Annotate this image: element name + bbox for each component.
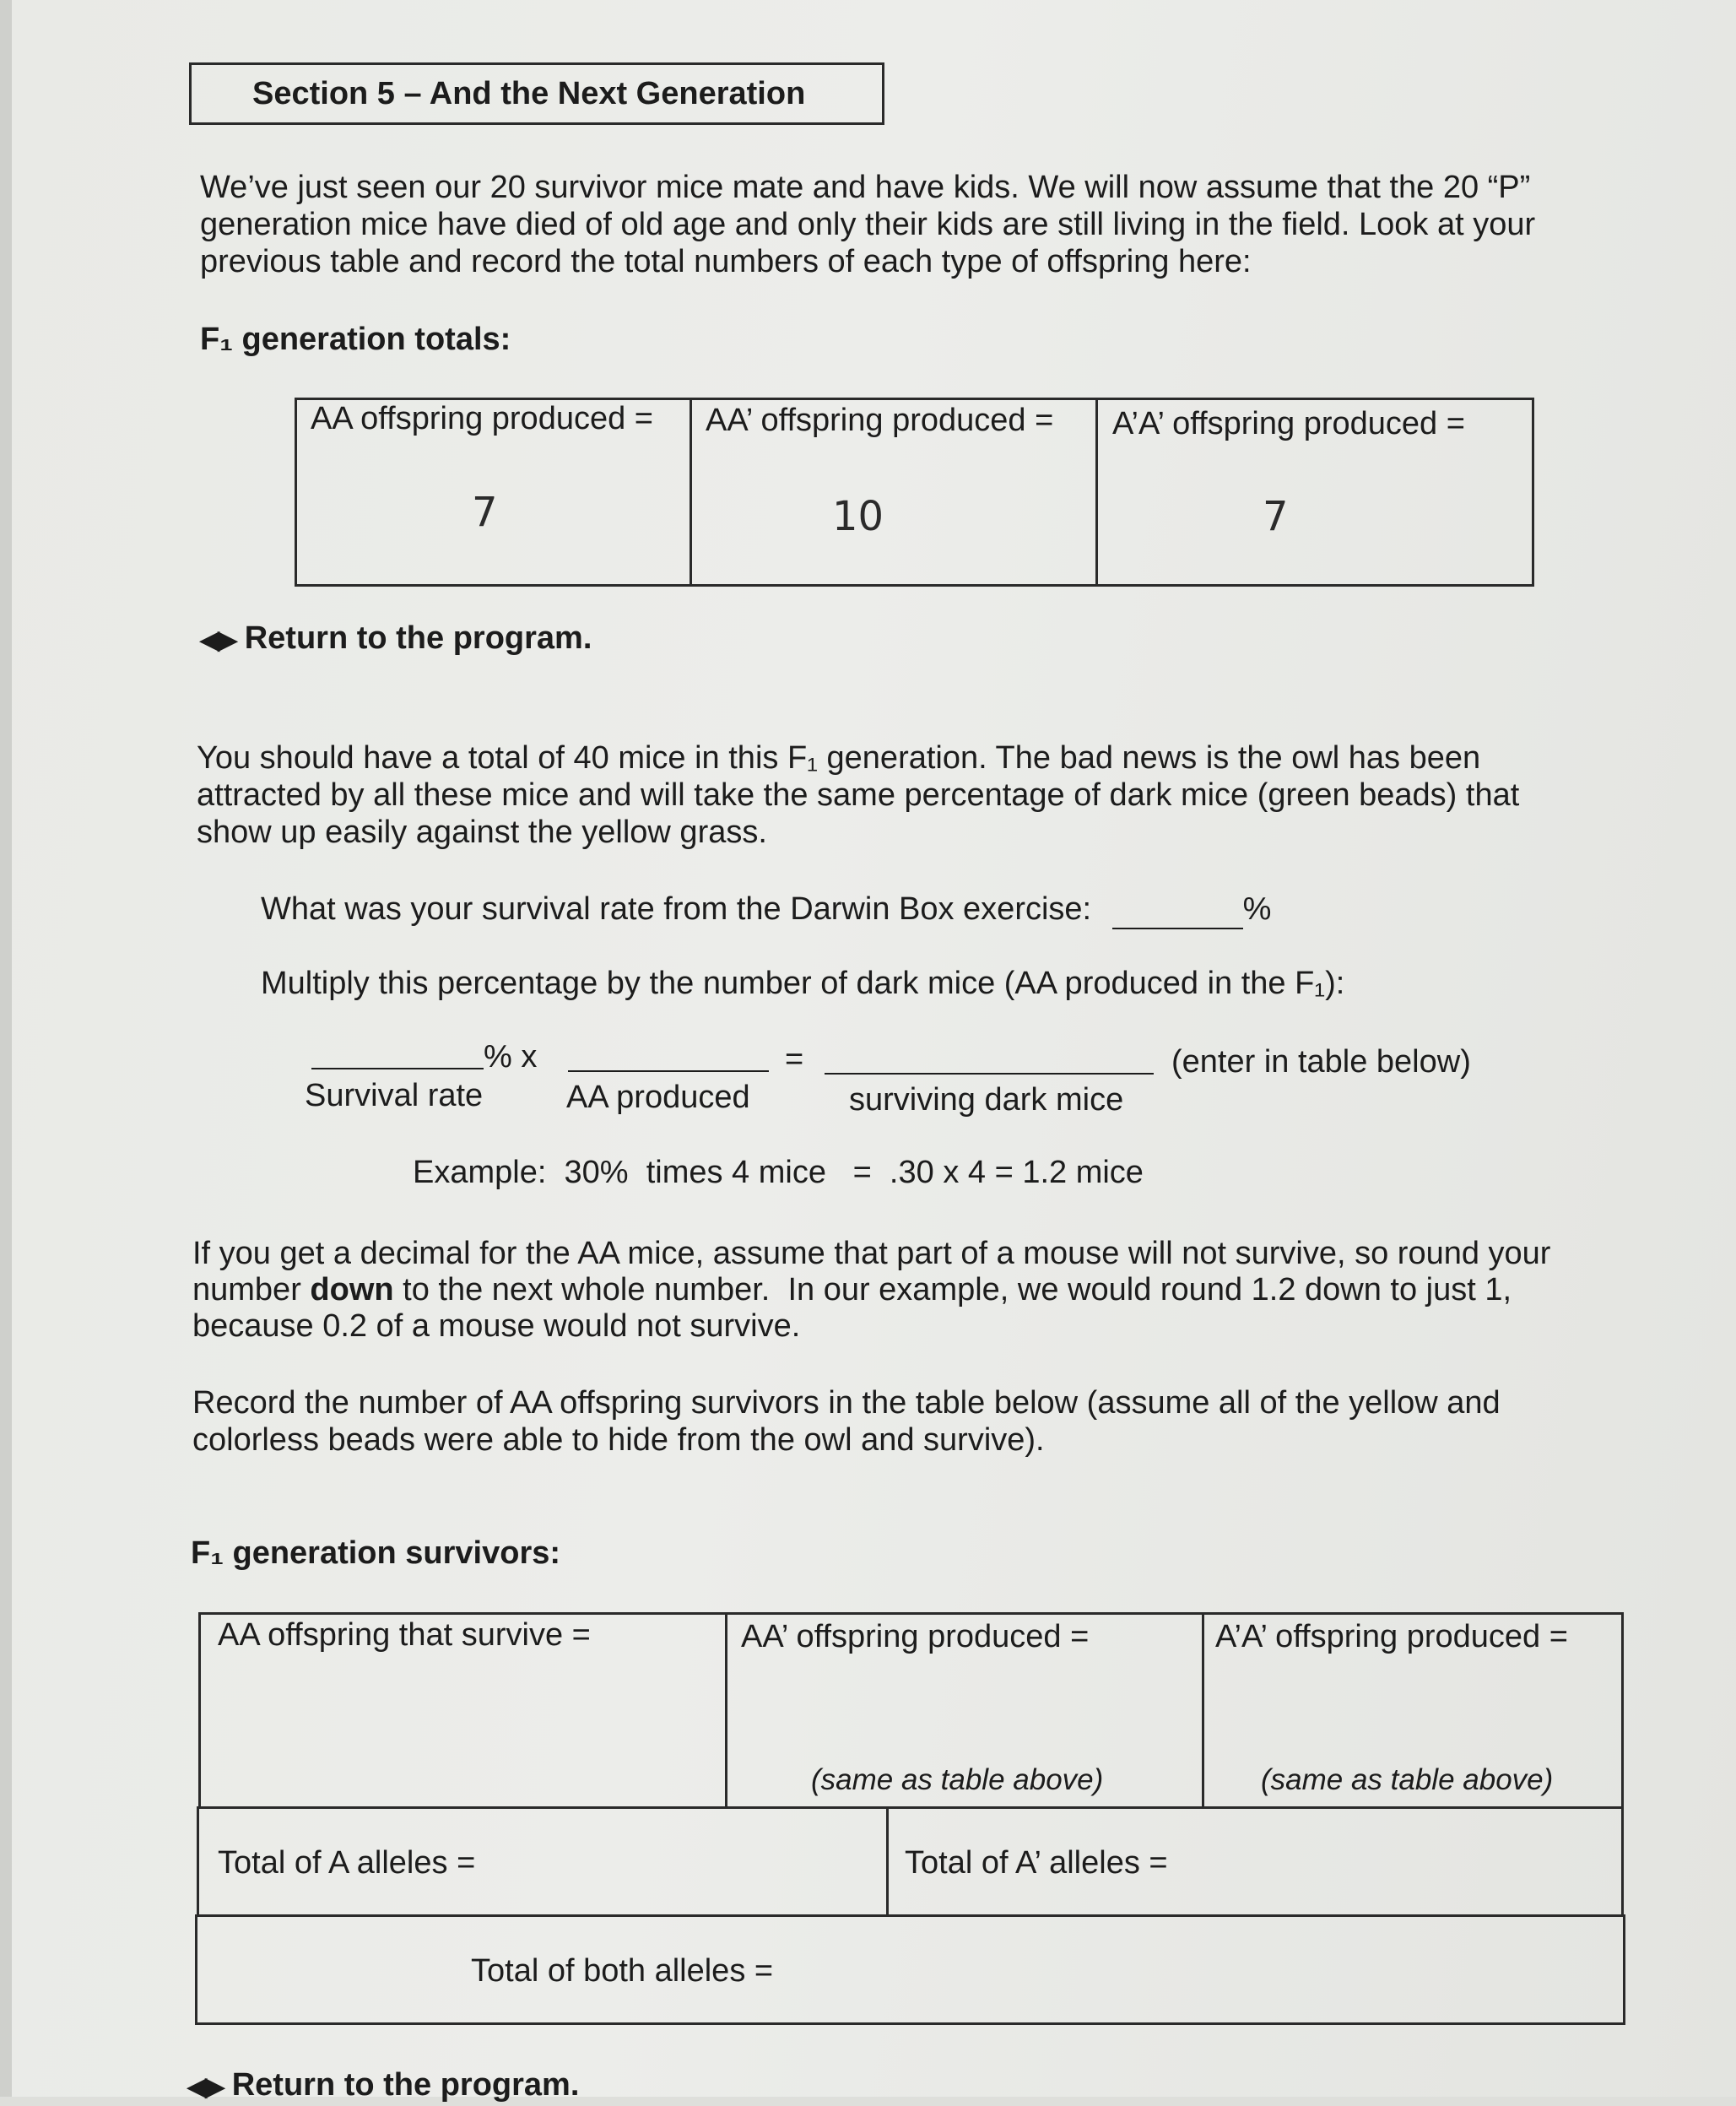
- decimal-line-2-bold: down: [310, 1272, 394, 1307]
- label-surviving-dark-mice: surviving dark mice: [849, 1082, 1124, 1118]
- table-divider: [1095, 400, 1098, 584]
- a-prime-a-prime-produced-header: A’A’ offspring produced =: [1112, 406, 1465, 441]
- return-label: Return to the program.: [231, 2067, 580, 2103]
- decimal-line-3: because 0.2 of a mouse would not survive.: [192, 1308, 801, 1344]
- intro-line-2: generation mice have died of old age and only their kids are still living in the field. Look at your: [200, 207, 1536, 242]
- aa-produced-header: AA offspring produced =: [311, 401, 653, 436]
- f1-totals-heading: F₁ generation totals:: [200, 322, 511, 357]
- a-prime-a-prime-produced-value[interactable]: 7: [1263, 493, 1289, 540]
- same-as-above-note-1: (same as table above): [811, 1763, 1104, 1796]
- intro-line-1: We’ve just seen our 20 survivor mice mate and have kids. We will now assume that the 20 “P”: [200, 170, 1531, 205]
- intro-line-3: previous table and record the total numbers of each type of offspring here:: [200, 244, 1252, 279]
- table-divider: [725, 1615, 727, 1806]
- aa-survive-header: AA offspring that survive =: [218, 1617, 591, 1653]
- return-to-program-2[interactable]: [187, 2066, 579, 2106]
- survival-question-text: What was your survival rate from the Darwin Box exercise:: [261, 891, 1092, 927]
- record-line-1: Record the number of AA offspring survivors in the table below (assume all of the yellow and: [192, 1385, 1501, 1421]
- record-line-2: colorless beads were able to hide from the owl and survive).: [192, 1422, 1045, 1458]
- enter-note: (enter in table below): [1171, 1044, 1471, 1080]
- owl-line-1: You should have a total of 40 mice in this F₁ generation. The bad news is the owl has been: [197, 740, 1481, 776]
- section-title: Section 5 – And the Next Generation: [189, 62, 884, 125]
- return-to-program-1[interactable]: [200, 620, 592, 659]
- survival-rate-blank[interactable]: [1112, 891, 1243, 929]
- a-prime-a-prime-survivors-header: A’A’ offspring produced =: [1215, 1619, 1568, 1654]
- table-divider: [690, 400, 692, 584]
- decimal-line-2-post: to the next whole number. In our example, we would round 1.2 down to just 1,: [393, 1272, 1512, 1307]
- survivors-table: [198, 1612, 1624, 1809]
- aa-prime-produced-value[interactable]: 10: [832, 493, 884, 540]
- aa-prime-produced-header: AA’ offspring produced =: [706, 403, 1054, 438]
- allele-totals-row: [197, 1806, 1624, 1917]
- decimal-line-2-pre: number: [192, 1272, 311, 1307]
- aa-produced-value[interactable]: 7: [472, 489, 498, 536]
- left-right-arrows-icon: ◀▶: [187, 2073, 224, 2101]
- both-alleles-row: [195, 1914, 1625, 2025]
- survival-question: [261, 891, 1271, 929]
- aa-prime-survivors-header: AA’ offspring produced =: [741, 1619, 1090, 1654]
- survivors-heading: F₁ generation survivors:: [191, 1535, 561, 1571]
- decimal-line-1: If you get a decimal for the AA mice, assume that part of a mouse will not survive, so round your: [192, 1236, 1551, 1271]
- label-survival-rate: Survival rate: [305, 1078, 484, 1113]
- survival-rate-line[interactable]: [311, 1068, 484, 1069]
- f1-totals-table: [295, 398, 1534, 587]
- aa-produced-line[interactable]: [568, 1070, 769, 1072]
- owl-line-2: attracted by all these mice and will take the same percentage of dark mice (green beads) that: [197, 777, 1520, 813]
- same-as-above-note-2: (same as table above): [1261, 1763, 1554, 1796]
- total-both-alleles[interactable]: Total of both alleles =: [471, 1953, 774, 1989]
- multiply-instruction: Multiply this percentage by the number of dark mice (AA produced in the F₁):: [261, 966, 1345, 1001]
- decimal-line-2: [192, 1271, 1512, 1308]
- left-right-arrows-icon: ◀▶: [200, 626, 236, 654]
- percent-times: % x: [484, 1039, 538, 1075]
- table-divider: [886, 1809, 889, 1914]
- owl-line-3: show up easily against the yellow grass.: [197, 815, 767, 850]
- percent-sign: %: [1242, 891, 1272, 927]
- total-a-prime-alleles[interactable]: Total of A’ alleles =: [905, 1845, 1168, 1881]
- total-a-alleles[interactable]: Total of A alleles =: [218, 1845, 476, 1881]
- binding-edge: [0, 0, 12, 2097]
- label-aa-produced: AA produced: [566, 1080, 750, 1115]
- table-divider: [1202, 1615, 1204, 1806]
- example-line: Example: 30% times 4 mice = .30 x 4 = 1.2 mice: [413, 1155, 1144, 1190]
- surviving-dark-mice-line[interactable]: [825, 1073, 1154, 1075]
- formula-equals: =: [785, 1042, 804, 1077]
- return-label: Return to the program.: [244, 620, 592, 656]
- aa-survive-input[interactable]: [216, 1665, 714, 1800]
